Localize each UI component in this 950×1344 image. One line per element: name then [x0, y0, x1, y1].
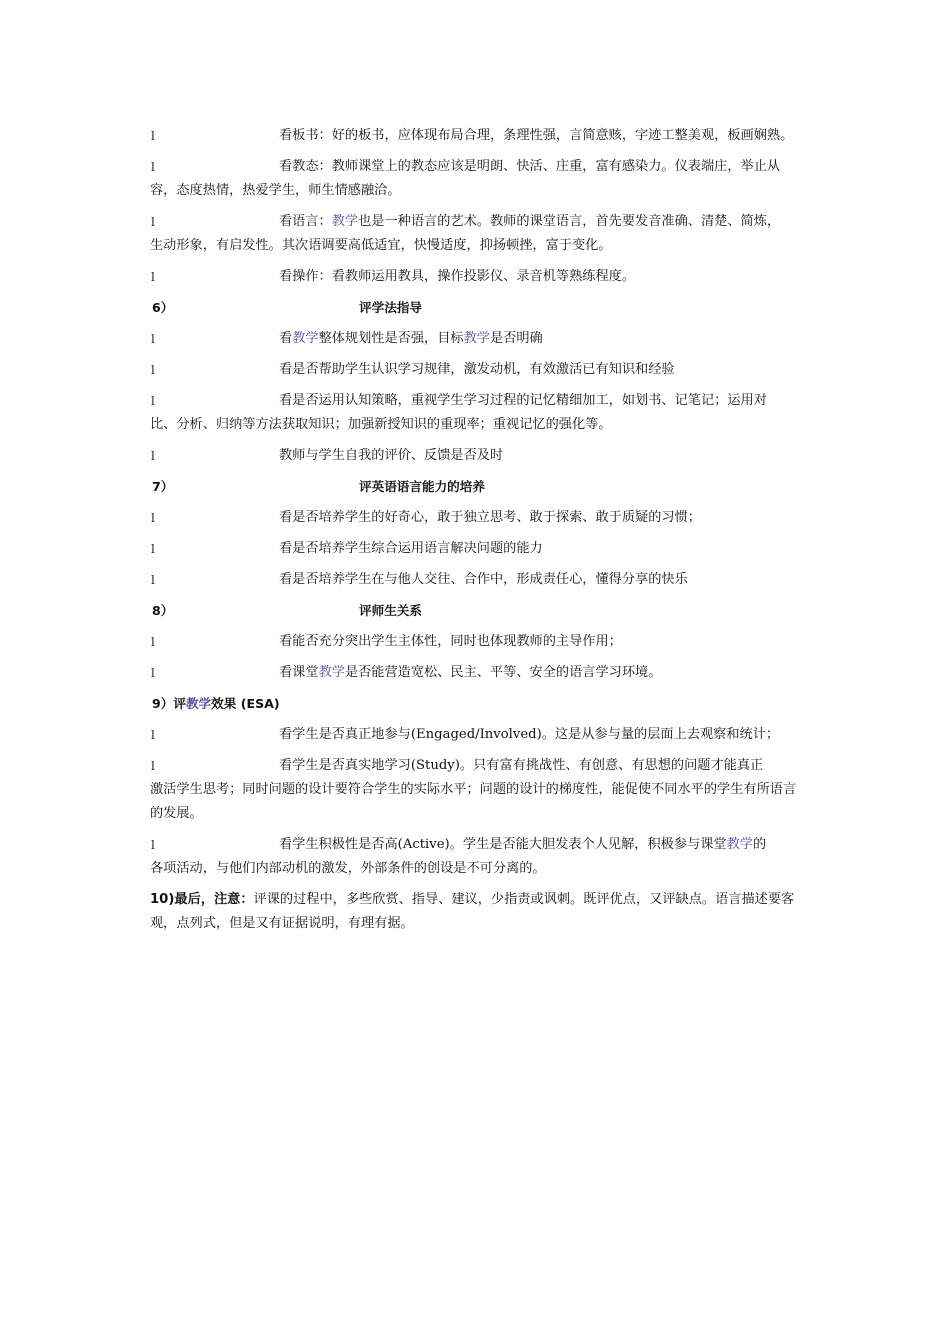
- section-number: 7）: [152, 479, 174, 494]
- bullet-marker: l: [151, 394, 155, 408]
- text-segment: 看学生积极性是否高(Active)。学生是否能大胆发表个人见解，积极参与课堂: [279, 837, 727, 852]
- item-text: 看是否培养学生的好奇心，敢于独立思考、敢于探索、敢于质疑的习惯；: [279, 510, 701, 525]
- text-segment: 是否明确: [490, 331, 543, 346]
- text-segment: 也是一种语言的艺术。教师的课堂语言，首先要发音准确、清楚、简炼，: [358, 214, 781, 229]
- bullet-marker: l: [151, 511, 155, 525]
- item-text: [150, 327, 805, 351]
- note-text: 评课的过程中，多些欣赏、指导、建议，少指责或讽刺。既评优点，又评缺点。语言描述要客观，点列式，但是又有证据说明，有理有据。: [150, 892, 795, 931]
- item-text: 看操作：看教师运用教具，操作投影仪、录音机等熟练程度。: [279, 269, 636, 284]
- bullet-marker: l: [151, 838, 155, 852]
- bullet-marker: l: [151, 332, 155, 346]
- list-item: [150, 537, 805, 561]
- bullet-marker: l: [151, 635, 155, 649]
- closing-note: [150, 888, 805, 936]
- text-segment: 整体规划性是否强，目标: [318, 331, 464, 346]
- bullet-marker: l: [151, 573, 155, 587]
- section-title: 9）评: [152, 696, 186, 711]
- item-text: 教师与学生自我的评价、反馈是否及时: [279, 448, 504, 463]
- bullet-marker: l: [151, 129, 155, 143]
- section-heading: [150, 599, 805, 623]
- bullet-marker: l: [151, 728, 155, 742]
- item-text-continued: 比、分析、归纳等方法获取知识；加强新授知识的重现率；重视记忆的强化等。: [150, 417, 612, 432]
- keyword-link[interactable]: 教学: [331, 214, 359, 229]
- section-heading: [150, 692, 805, 716]
- list-item: [150, 210, 805, 258]
- keyword-link[interactable]: 教学: [726, 837, 753, 852]
- section-number: 6）: [152, 300, 174, 315]
- list-item: [150, 358, 805, 382]
- section-title: 评学法指导: [359, 300, 422, 315]
- text-segment: 是否能营造宽松、民主、平等、安全的语言学习环境。: [344, 665, 662, 680]
- list-item: [150, 833, 805, 881]
- item-text: 看学生是否真正地参与(Engaged/Involved)。这是从参与量的层面上去观察和统计；: [279, 727, 780, 742]
- item-text: 看是否培养学生在与他人交往、合作中，形成责任心，懂得分享的快乐: [279, 572, 688, 587]
- keyword-link[interactable]: 教学: [463, 331, 490, 346]
- bullet-marker: l: [151, 363, 155, 377]
- item-text-continued: 激活学生思考；同时问题的设计要符合学生的实际水平；问题的设计的梯度性，能促使不同水平的学生有所语言的发展。: [150, 782, 797, 821]
- text-segment: 看课堂: [279, 665, 319, 680]
- section-title: 评英语语言能力的培养: [359, 479, 485, 494]
- list-item: [150, 124, 805, 148]
- item-text: [150, 210, 805, 234]
- list-item: [150, 661, 805, 685]
- item-text: 看是否帮助学生认识学习规律，激发动机，有效激活已有知识和经验: [279, 362, 675, 377]
- item-text: 看是否培养学生综合运用语言解决问题的能力: [279, 541, 543, 556]
- item-text: 看学生是否真实地学习(Study)。只有富有挑战性、有创意、有思想的问题才能真正: [279, 758, 764, 773]
- text-segment: 的: [752, 837, 767, 852]
- list-item: [150, 265, 805, 289]
- list-item: [150, 444, 805, 468]
- bullet-marker: l: [151, 215, 155, 229]
- item-text: 看教态：教师课堂上的教态应该是明朗、快活、庄重，富有感染力。仪表端庄，举止从: [279, 159, 781, 174]
- item-text-continued: 生动形象，有启发性。其次语调要高低适宜，快慢适度，抑扬顿挫，富于变化。: [150, 238, 612, 253]
- list-item: [150, 630, 805, 654]
- bullet-marker: l: [151, 666, 155, 680]
- bullet-marker: l: [151, 160, 155, 174]
- list-item: [150, 723, 805, 747]
- section-heading: [150, 475, 805, 499]
- keyword-link[interactable]: 教学: [185, 696, 212, 711]
- item-text-continued: 各项活动，与他们内部动机的激发，外部条件的创设是不可分离的。: [150, 861, 546, 876]
- bullet-marker: l: [151, 759, 155, 773]
- list-item: [150, 155, 805, 203]
- keyword-link[interactable]: 教学: [292, 331, 319, 346]
- item-text: [150, 833, 805, 857]
- document-body: [150, 124, 805, 936]
- item-text: 看板书：好的板书，应体现布局合理，条理性强，言简意赅，字迹工整美观，板画娴熟。: [279, 128, 794, 143]
- section-number: 8）: [152, 603, 174, 618]
- list-item: [150, 754, 805, 826]
- item-text: 看是否运用认知策略，重视学生学习过程的记忆精细加工，如划书、记笔记；运用对: [279, 393, 767, 408]
- section-heading: [150, 296, 805, 320]
- list-item: [150, 568, 805, 592]
- section-title-suffix: 效果 (ESA): [211, 696, 280, 711]
- list-item: [150, 506, 805, 530]
- list-item: [150, 327, 805, 351]
- bullet-marker: l: [151, 542, 155, 556]
- item-text: [150, 661, 805, 685]
- list-item: [150, 389, 805, 437]
- item-text-continued: 容，态度热情，热爱学生，师生情感融洽。: [150, 183, 401, 198]
- keyword-link[interactable]: 教学: [318, 665, 345, 680]
- bullet-marker: l: [151, 270, 155, 284]
- item-text: 看能否充分突出学生主体性，同时也体现教师的主导作用；: [279, 634, 622, 649]
- bullet-marker: l: [151, 449, 155, 463]
- text-segment: 看语言：: [279, 214, 332, 229]
- section-title: 评师生关系: [359, 603, 422, 618]
- note-lead: 10)最后，注意：: [150, 892, 254, 907]
- text-segment: 看: [279, 331, 293, 346]
